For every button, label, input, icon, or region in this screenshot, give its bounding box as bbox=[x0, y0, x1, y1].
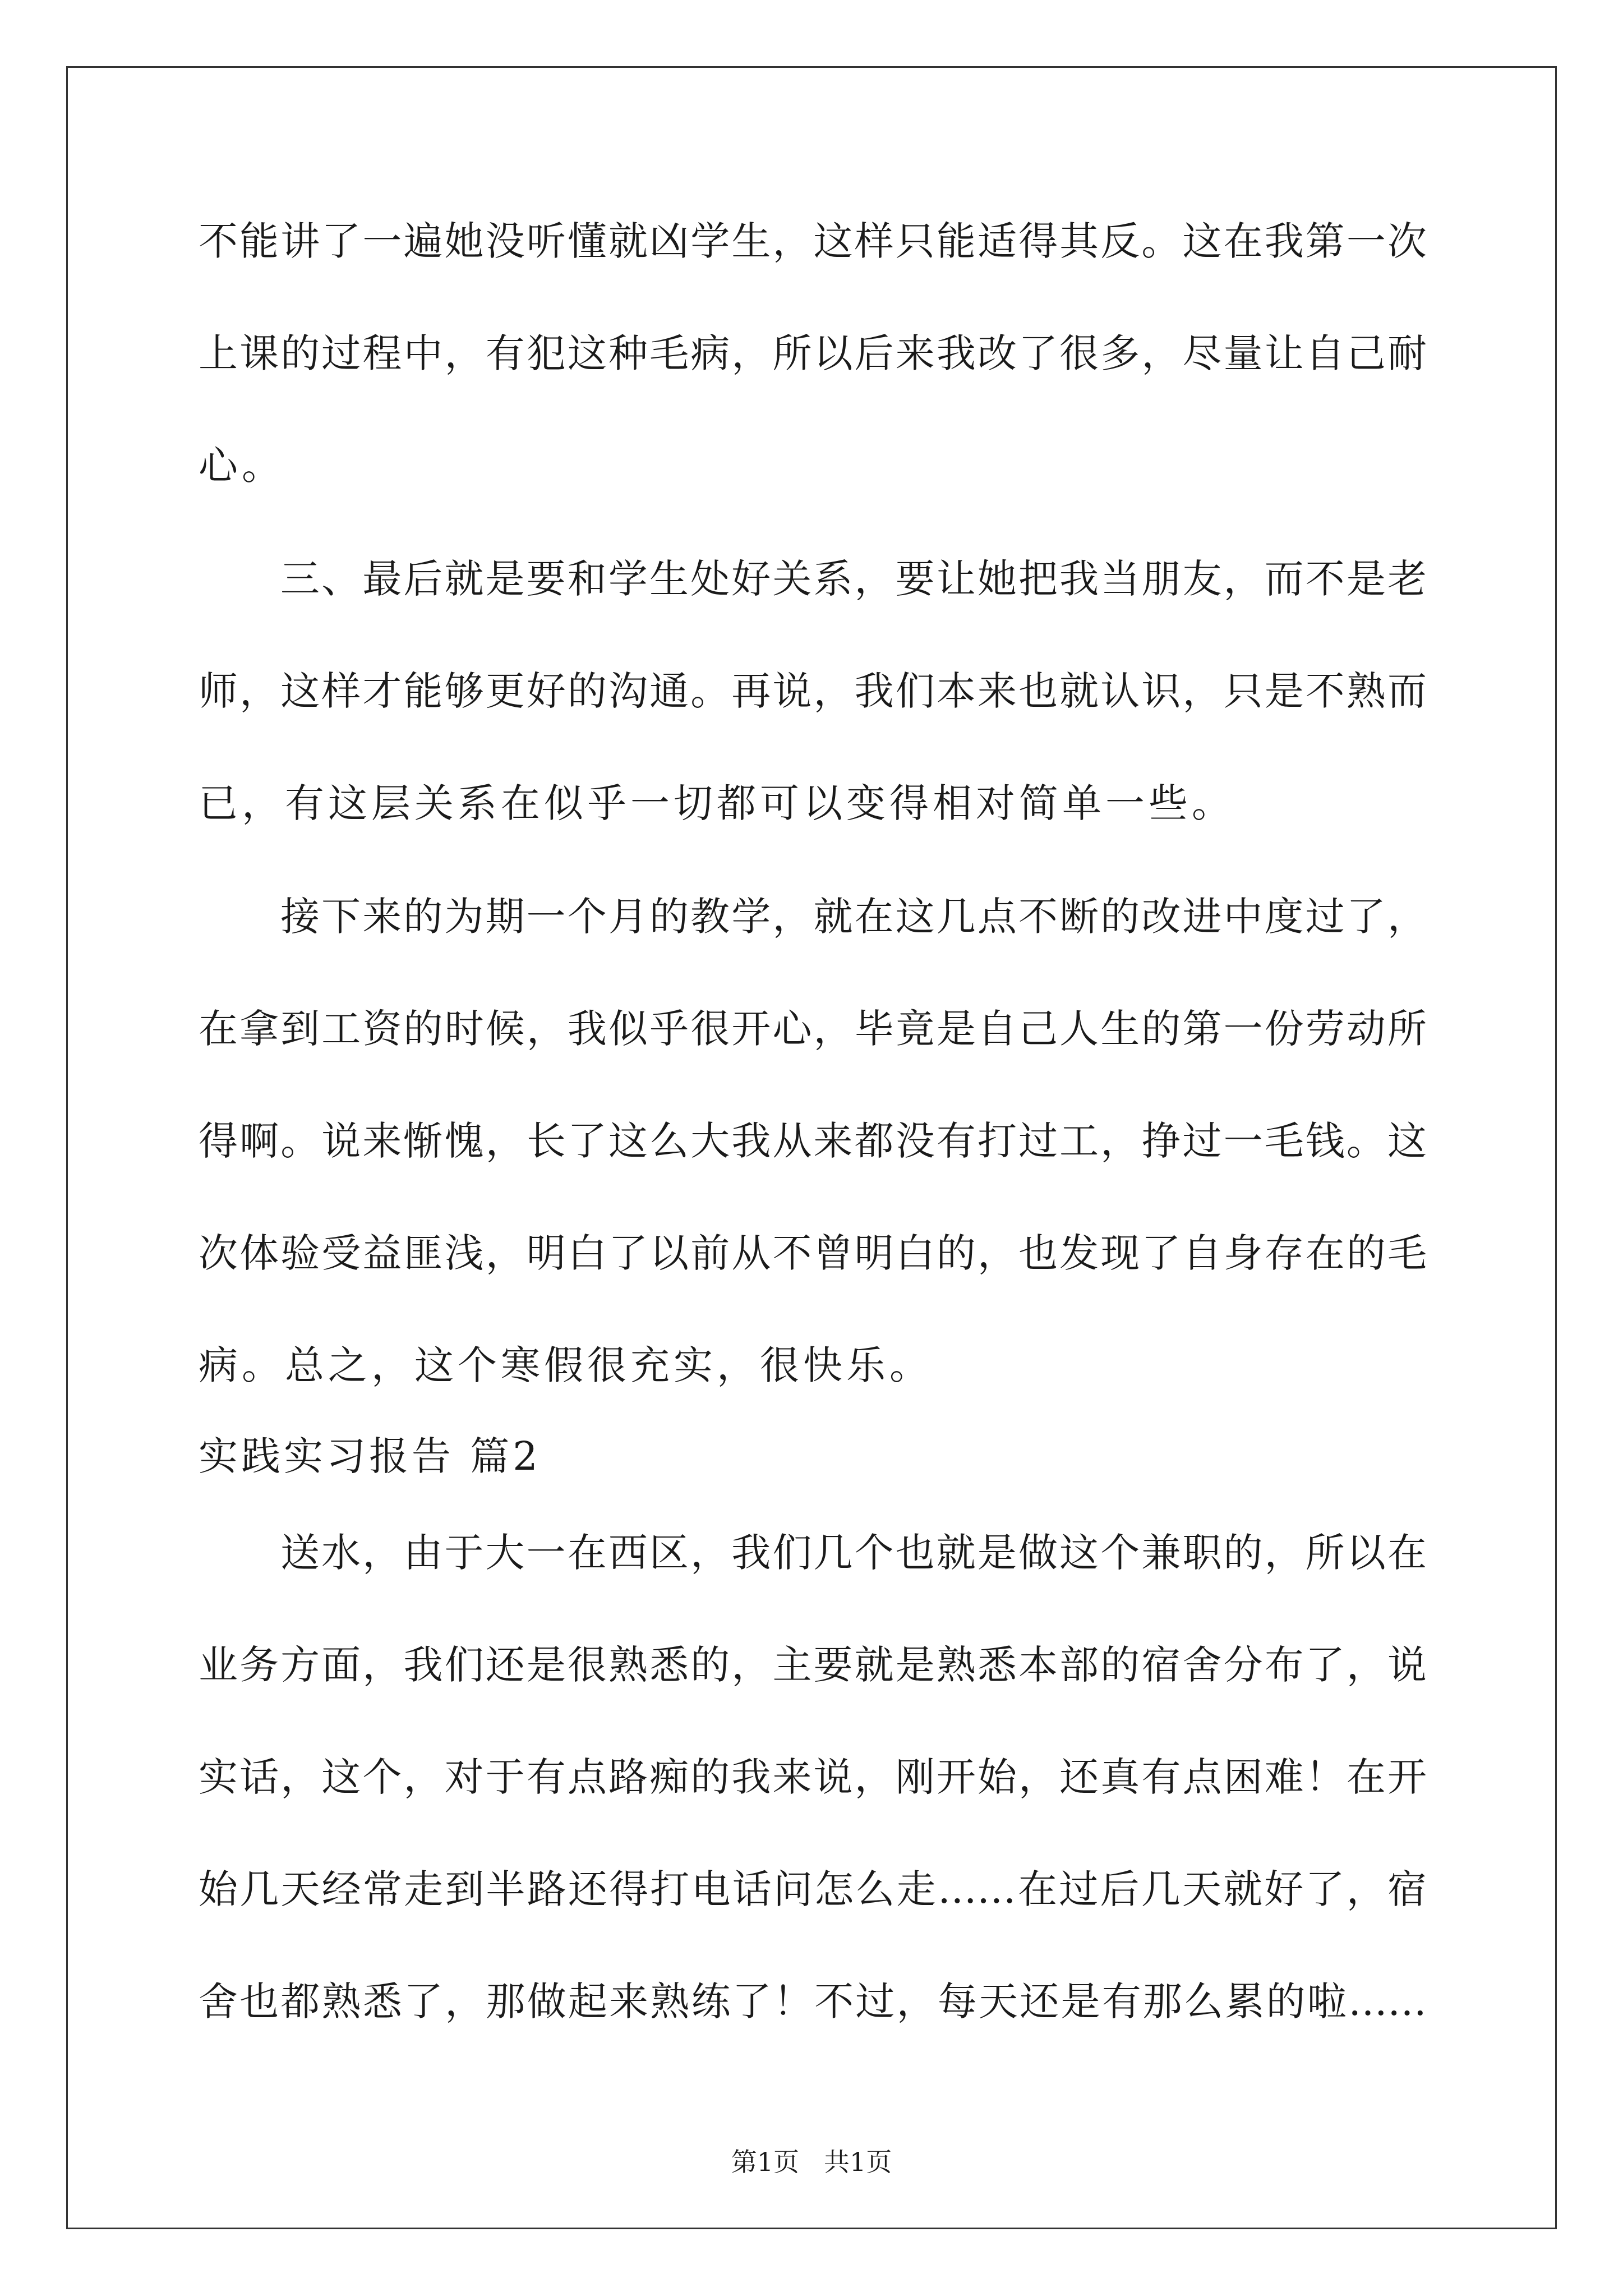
section-heading: 实践实习报告 篇2 bbox=[199, 1433, 541, 1479]
page-footer bbox=[0, 2145, 1623, 2179]
paragraph-line: 在拿到工资的时候，我似乎很开心，毕竟是自己人生的第一份劳动所 bbox=[199, 1006, 1427, 1052]
paragraph-line: 次体验受益匪浅，明白了以前从不曾明白的，也发现了自身存在的毛 bbox=[199, 1230, 1427, 1276]
paragraph-line: 师，这样才能够更好的沟通。再说，我们本来也就认识，只是不熟而 bbox=[199, 668, 1427, 714]
paragraph-line: 不能讲了一遍她没听懂就凶学生，这样只能适得其反。这在我第一次 bbox=[199, 218, 1427, 264]
paragraph-line: 业务方面，我们还是很熟悉的，主要就是熟悉本部的宿舍分布了，说 bbox=[199, 1642, 1427, 1688]
paragraph-line: 始几天经常走到半路还得打电话问怎么走……在过后几天就好了，宿 bbox=[199, 1866, 1427, 1912]
paragraph-line: 心。 bbox=[199, 443, 285, 489]
paragraph-line: 实话，这个，对于有点路痴的我来说，刚开始，还真有点困难！在开 bbox=[199, 1754, 1427, 1800]
paragraph-line: 上课的过程中，有犯这种毛病，所以后来我改了很多，尽量让自己耐 bbox=[199, 330, 1427, 376]
paragraph-line: 接下来的为期一个月的教学，就在这几点不断的改进中度过了， bbox=[280, 894, 1427, 940]
paragraph-line: 病。总之，这个寒假很充实，很快乐。 bbox=[199, 1342, 933, 1388]
page-number: 第1页 bbox=[731, 2147, 800, 2177]
paragraph-line: 舍也都熟悉了，那做起来熟练了！不过，每天还是有那么累的啦…… bbox=[199, 1978, 1427, 2024]
paragraph-line: 得啊。说来惭愧，长了这么大我从来都没有打过工，挣过一毛钱。这 bbox=[199, 1118, 1427, 1164]
footer-spacer bbox=[799, 2147, 824, 2177]
total-pages: 共1页 bbox=[823, 2147, 892, 2177]
paragraph-line: 送水，由于大一在西区，我们几个也就是做这个兼职的，所以在 bbox=[280, 1530, 1427, 1576]
paragraph-line: 三、最后就是要和学生处好关系，要让她把我当朋友，而不是老 bbox=[280, 556, 1427, 602]
paragraph-line: 已，有这层关系在似乎一切都可以变得相对简单一些。 bbox=[199, 780, 1235, 826]
